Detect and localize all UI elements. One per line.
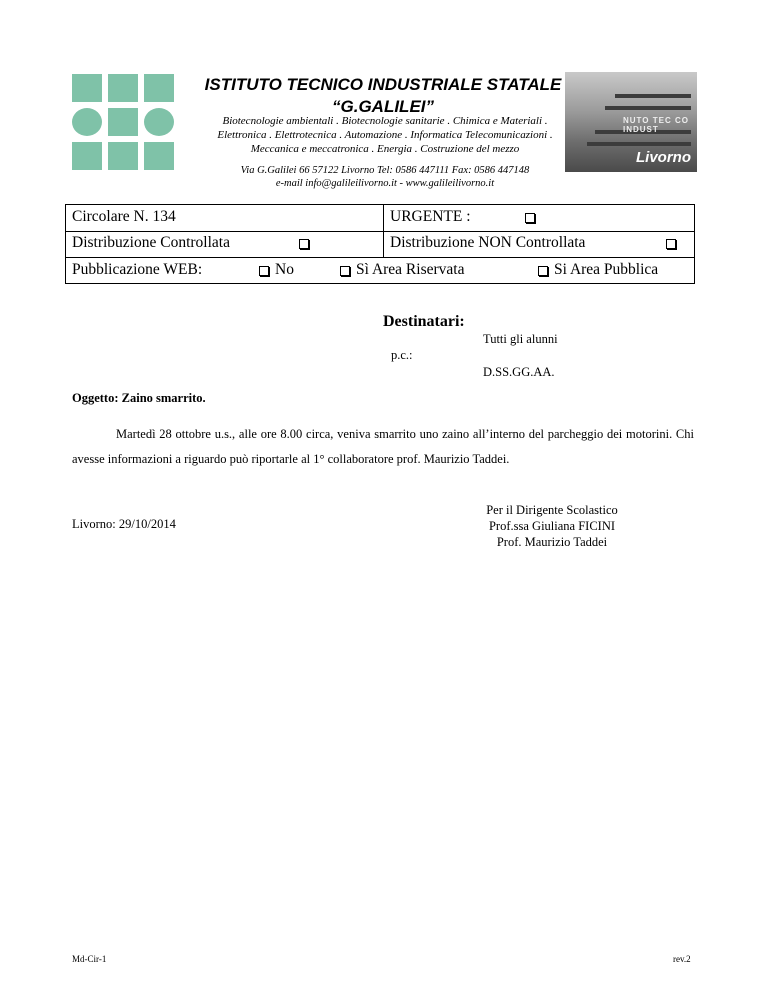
- no-checkbox[interactable]: [259, 266, 269, 276]
- address-line: Via G.Galilei 66 57122 Livorno Tel: 0586 447111 Fax: 0586 447148: [240, 165, 530, 176]
- institute-name-line1: ISTITUTO TECNICO INDUSTRIALE STATALE: [204, 75, 562, 94]
- cc-value: D.SS.GG.AA.: [483, 365, 555, 379]
- institute-name: [178, 74, 588, 118]
- subject-line: Oggetto: Zaino smarrito.: [72, 391, 206, 405]
- no-option-label: No: [275, 261, 294, 278]
- courses-list: [190, 114, 580, 156]
- body-paragraph: Martedì 28 ottobre u.s., alle ore 8.00 circa, veniva smarrito uno zaino all’interno del parcheggio dei motorini. Chi avesse informazioni a riguardo può riportarle al 1° collaboratore prof. Maurizio Taddei.: [72, 427, 694, 466]
- recipients-value: Tutti gli alunni: [483, 332, 558, 346]
- non-controlled-distribution-label: Distribuzione NON Controllata: [390, 234, 586, 251]
- reserved-area-label: Sì Area Riservata: [356, 261, 465, 278]
- school-logo: [72, 74, 174, 170]
- signature-principal: Prof.ssa Giuliana FICINI: [488, 519, 616, 533]
- place-date: Livorno: 29/10/2014: [72, 517, 176, 531]
- courses-line2: Elettronica . Elettrotecnica . Automazione . Informatica Telecomunicazioni .: [217, 129, 553, 141]
- institute-name-line2: “G.GALILEI”: [332, 97, 434, 116]
- revision-label: rev.2: [673, 954, 691, 964]
- urgente-label: URGENTE :: [390, 208, 471, 225]
- circular-info-table: [65, 204, 695, 284]
- school-building-photo: [565, 72, 697, 172]
- controlled-distribution-label: Distribuzione Controllata: [72, 234, 230, 251]
- building-signage: NUTO TEC CO INDUST: [623, 116, 689, 134]
- signature-block: [462, 502, 642, 550]
- cc-label: p.c.:: [391, 348, 413, 362]
- public-area-label: Si Area Pubblica: [554, 261, 659, 278]
- circular-number: Circolare N. 134: [72, 208, 176, 225]
- urgente-checkbox[interactable]: [525, 213, 535, 223]
- public-area-checkbox[interactable]: [538, 266, 548, 276]
- reserved-area-checkbox[interactable]: [340, 266, 350, 276]
- photo-caption: Livorno: [636, 149, 691, 166]
- courses-line1: Biotecnologie ambientali . Biotecnologie sanitarie . Chimica e Materiali .: [222, 115, 548, 127]
- non-controlled-distribution-checkbox[interactable]: [666, 239, 676, 249]
- web-publication-label: Pubblicazione WEB:: [72, 261, 203, 278]
- courses-line3: Meccanica e meccatronica . Energia . Costruzione del mezzo: [250, 143, 520, 155]
- signature-signer: Prof. Maurizio Taddei: [496, 535, 608, 549]
- controlled-distribution-checkbox[interactable]: [299, 239, 309, 249]
- email-web-line: e-mail info@galileilivorno.it - www.galileilivorno.it: [275, 178, 495, 189]
- signature-role: Per il Dirigente Scolastico: [486, 503, 618, 517]
- recipients-heading: Destinatari:: [383, 313, 465, 330]
- document-code: Md-Cir-1: [72, 954, 107, 964]
- contact-info: [190, 164, 580, 190]
